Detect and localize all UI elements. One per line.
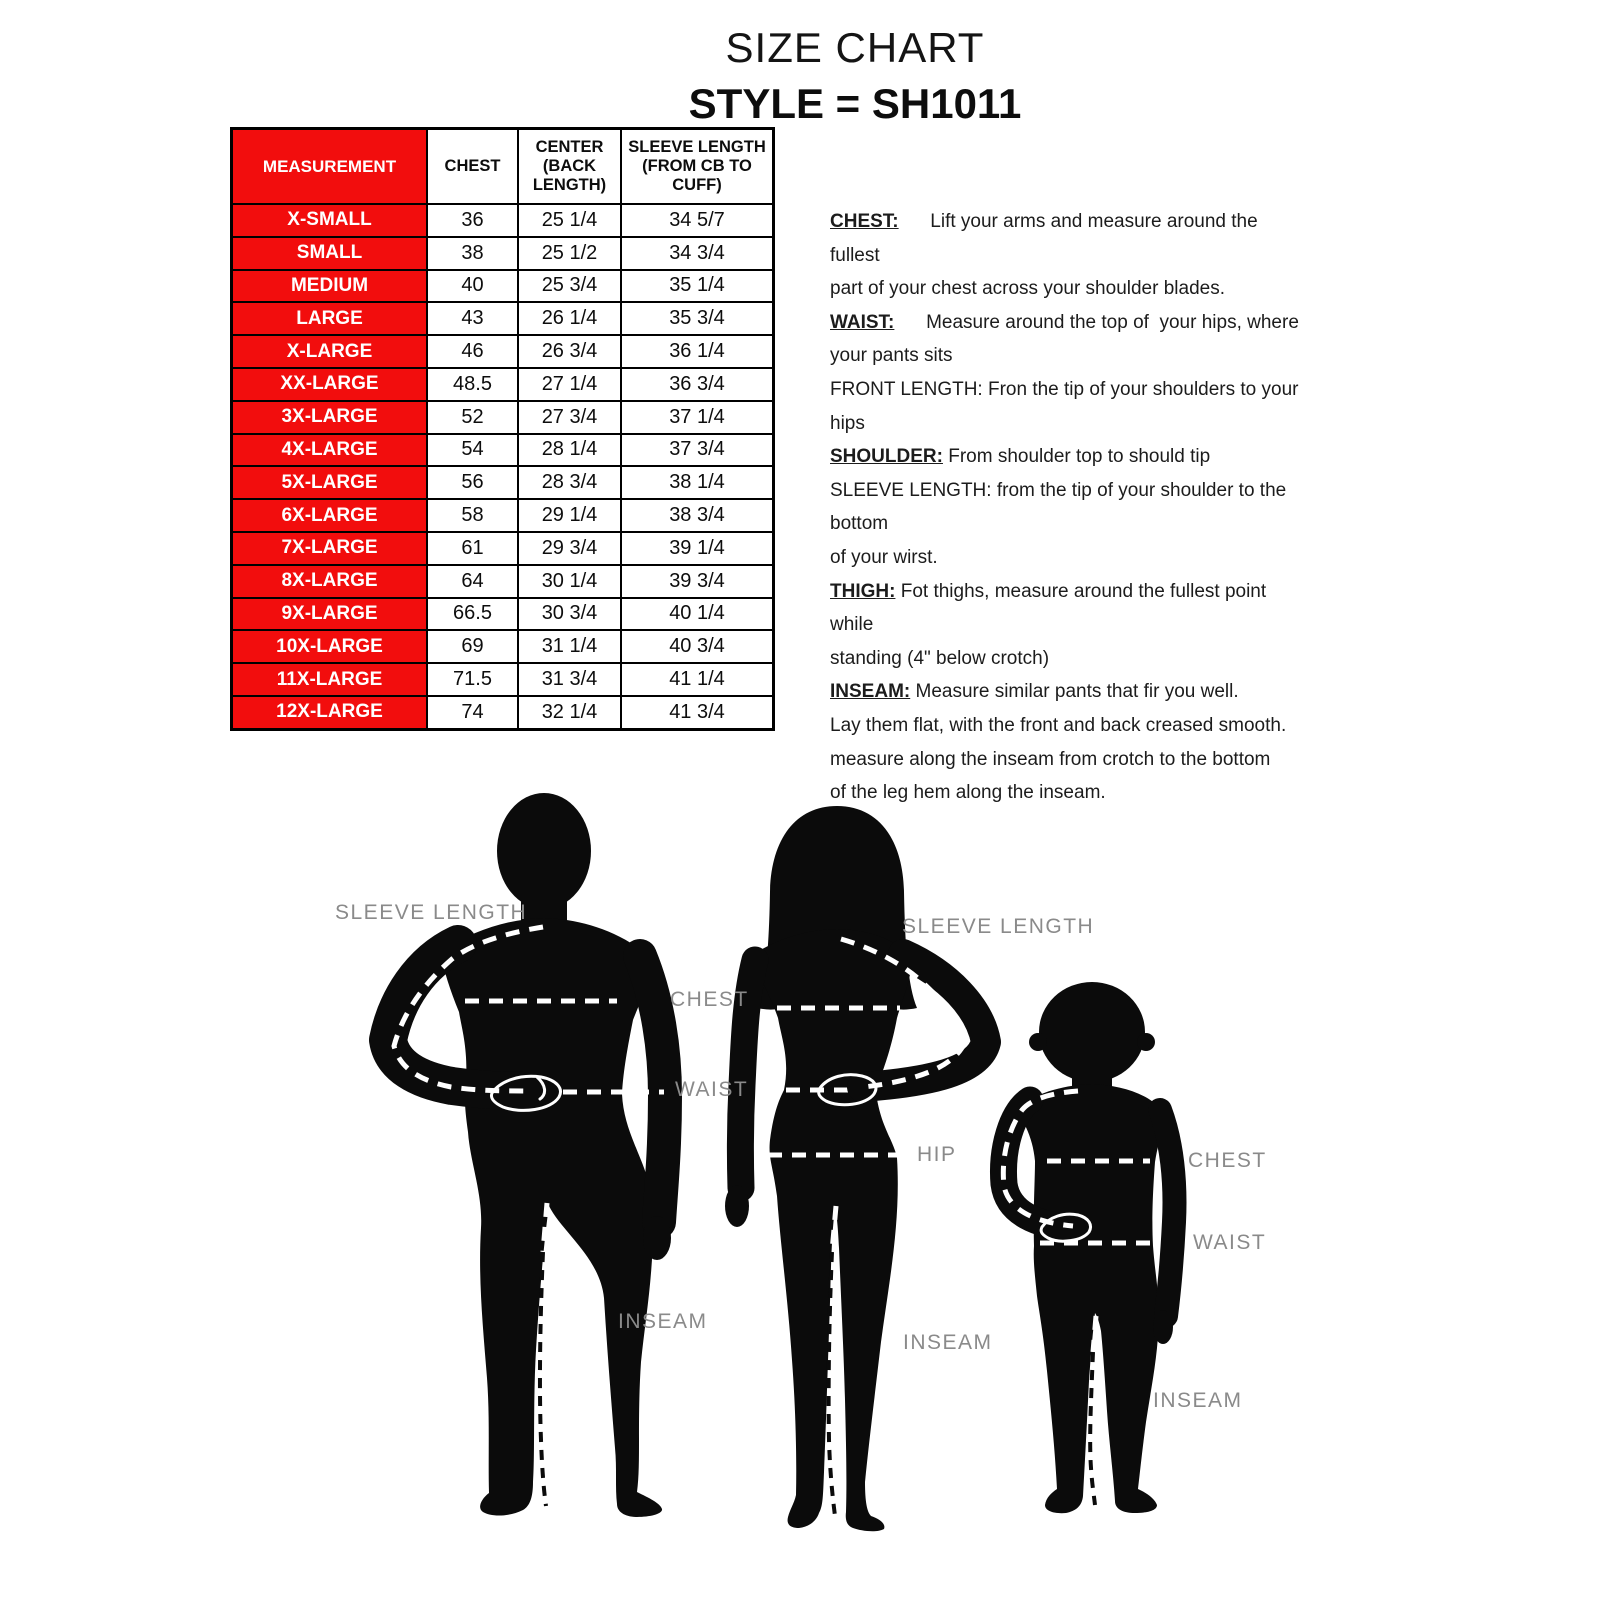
column-header: CENTER (BACK LENGTH) <box>518 129 621 205</box>
size-value-cell: 39 3/4 <box>621 565 774 598</box>
size-value-cell: 37 3/4 <box>621 434 774 467</box>
size-value-cell: 25 3/4 <box>518 270 621 303</box>
instruction-text: your pants sits <box>830 345 953 367</box>
column-header: CHEST <box>427 129 518 205</box>
size-name-cell: X-SMALL <box>232 204 428 237</box>
size-value-cell: 46 <box>427 335 518 368</box>
woman-inseam-line <box>829 1252 835 1516</box>
size-name-cell: XX-LARGE <box>232 368 428 401</box>
size-value-cell: 29 1/4 <box>518 499 621 532</box>
size-name-cell: LARGE <box>232 302 428 335</box>
size-value-cell: 54 <box>427 434 518 467</box>
instruction-text: Lift your arms and measure around the fullest <box>830 211 1263 266</box>
size-value-cell: 27 3/4 <box>518 401 621 434</box>
size-value-cell: 38 3/4 <box>621 499 774 532</box>
size-value-cell: 41 1/4 <box>621 663 774 696</box>
instruction-text: Fot thighs, measure around the fullest point while <box>830 580 1272 636</box>
size-value-cell: 52 <box>427 401 518 434</box>
size-value-cell: 34 5/7 <box>621 204 774 237</box>
size-name-cell: 6X-LARGE <box>232 499 428 532</box>
child-hanging-arm <box>1160 1110 1174 1316</box>
size-value-cell: 37 1/4 <box>621 401 774 434</box>
sleeve-length-label-man: SLEEVE LENGTH <box>335 901 528 924</box>
size-name-cell: SMALL <box>232 237 428 270</box>
size-value-cell: 34 3/4 <box>621 237 774 270</box>
instruction-text: standing (4" below crotch) <box>830 647 1050 669</box>
size-value-cell: 36 <box>427 204 518 237</box>
size-value-cell: 25 1/2 <box>518 237 621 270</box>
size-value-cell: 43 <box>427 302 518 335</box>
size-value-cell: 74 <box>427 696 518 729</box>
chest-label: CHEST <box>670 988 749 1011</box>
sleeve-length-label-woman: SLEEVE LENGTH <box>902 915 1095 938</box>
size-value-cell: 36 3/4 <box>621 368 774 401</box>
size-name-cell: 8X-LARGE <box>232 565 428 598</box>
instruction-text: measure along the inseam from crotch to the bottom <box>830 748 1271 770</box>
inseam-label-man: INSEAM <box>618 1310 708 1333</box>
inseam-label-woman: INSEAM <box>903 1331 993 1354</box>
size-value-cell: 28 3/4 <box>518 466 621 499</box>
size-name-cell: 7X-LARGE <box>232 532 428 565</box>
size-value-cell: 25 1/4 <box>518 204 621 237</box>
size-value-cell: 32 1/4 <box>518 696 621 729</box>
size-value-cell: 40 3/4 <box>621 630 774 663</box>
size-name-cell: X-LARGE <box>232 335 428 368</box>
size-value-cell: 38 <box>427 237 518 270</box>
instruction-text: Lay them flat, with the front and back creased smooth. <box>830 714 1287 736</box>
waist-label-child: WAIST <box>1193 1231 1267 1254</box>
size-value-cell: 31 3/4 <box>518 663 621 696</box>
size-value-cell: 36 1/4 <box>621 335 774 368</box>
instruction-text: of your wirst. <box>830 546 938 568</box>
waist-label: WAIST <box>675 1078 749 1101</box>
instruction-text: part of your chest across your shoulder blades. <box>830 278 1225 300</box>
inseam-label-child: INSEAM <box>1153 1389 1243 1412</box>
size-value-cell: 71.5 <box>427 663 518 696</box>
size-name-cell: 10X-LARGE <box>232 630 428 663</box>
size-name-cell: 5X-LARGE <box>232 466 428 499</box>
column-header: SLEEVE LENGTH (FROM CB TO CUFF) <box>621 129 774 205</box>
instruction-keyword: CHEST: <box>830 211 899 232</box>
instruction-keyword: THIGH: <box>830 580 896 602</box>
size-name-cell: MEDIUM <box>232 270 428 303</box>
instruction-keyword: INSEAM: <box>830 681 911 703</box>
size-name-cell: 12X-LARGE <box>232 696 428 729</box>
hip-label-woman: HIP <box>917 1143 957 1166</box>
child-inseam-line-top <box>1093 1316 1096 1352</box>
size-value-cell: 27 1/4 <box>518 368 621 401</box>
size-value-cell: 35 1/4 <box>621 270 774 303</box>
size-value-cell: 61 <box>427 532 518 565</box>
size-value-cell: 48.5 <box>427 368 518 401</box>
size-name-cell: 9X-LARGE <box>232 598 428 631</box>
chest-label-child: CHEST <box>1188 1149 1267 1172</box>
instruction-text: From shoulder top to should tip <box>942 446 1211 468</box>
column-header: MEASUREMENT <box>232 129 428 205</box>
size-value-cell: 69 <box>427 630 518 663</box>
size-value-cell: 56 <box>427 466 518 499</box>
size-value-cell: 30 3/4 <box>518 598 621 631</box>
child-silhouette <box>1003 982 1174 1513</box>
instruction-text: FRONT LENGTH: Fron the tip of your shoulders to your hips <box>830 378 1304 434</box>
size-name-cell: 4X-LARGE <box>232 434 428 467</box>
size-value-cell: 39 1/4 <box>621 532 774 565</box>
size-value-cell: 26 1/4 <box>518 302 621 335</box>
instruction-text: SLEEVE LENGTH: from the tip of your shoulder to the bottom <box>830 479 1292 535</box>
size-value-cell: 26 3/4 <box>518 335 621 368</box>
size-value-cell: 30 1/4 <box>518 565 621 598</box>
child-inseam-line <box>1090 1352 1095 1505</box>
instruction-text: Measure similar pants that fir you well. <box>910 681 1239 703</box>
size-value-cell: 64 <box>427 565 518 598</box>
instruction-text: of the leg hem along the inseam. <box>830 782 1106 804</box>
size-value-cell: 29 3/4 <box>518 532 621 565</box>
size-value-cell: 40 1/4 <box>621 598 774 631</box>
instruction-keyword: WAIST: <box>830 311 895 333</box>
size-value-cell: 31 1/4 <box>518 630 621 663</box>
size-name-cell: 11X-LARGE <box>232 663 428 696</box>
size-value-cell: 66.5 <box>427 598 518 631</box>
style-subtitle: STYLE = SH1011 <box>688 80 1022 127</box>
size-value-cell: 28 1/4 <box>518 434 621 467</box>
instruction-keyword: SHOULDER: <box>830 446 943 468</box>
size-value-cell: 35 3/4 <box>621 302 774 335</box>
size-name-cell: 3X-LARGE <box>232 401 428 434</box>
size-value-cell: 40 <box>427 270 518 303</box>
instruction-text: Measure around the top of your hips, where <box>894 311 1299 333</box>
size-value-cell: 41 3/4 <box>621 696 774 729</box>
page-title: SIZE CHART <box>725 24 985 71</box>
size-value-cell: 38 1/4 <box>621 466 774 499</box>
man-inseam-line <box>540 1252 546 1506</box>
size-value-cell: 58 <box>427 499 518 532</box>
